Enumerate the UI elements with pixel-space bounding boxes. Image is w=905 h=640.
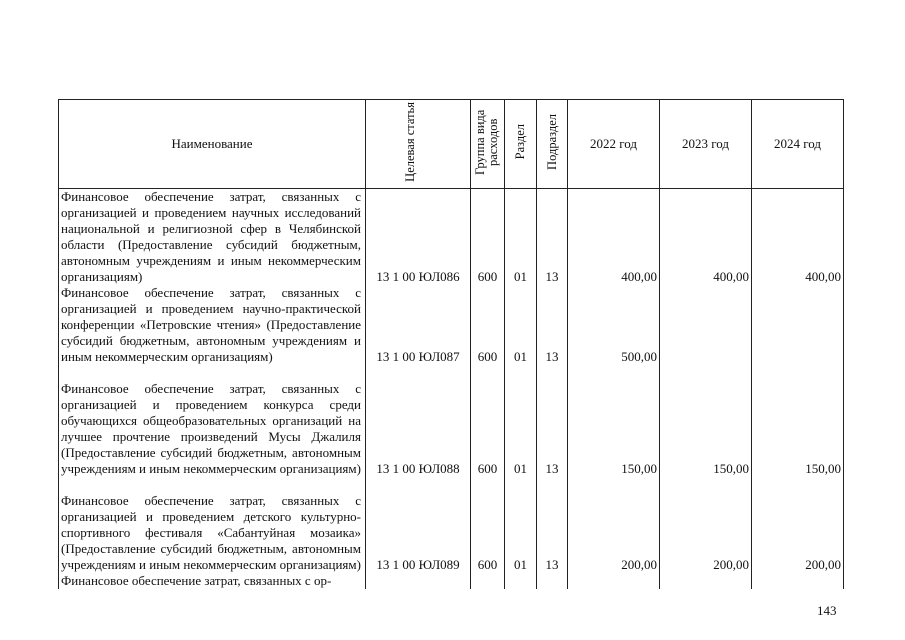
budget-table bbox=[58, 99, 844, 589]
row-value-2023 bbox=[660, 573, 752, 589]
row-section: 01 bbox=[505, 365, 537, 477]
row-group: 600 bbox=[471, 189, 505, 286]
row-target-code: 13 1 00 ЮЛ086 bbox=[366, 189, 471, 286]
table-header-row bbox=[59, 100, 844, 189]
row-name: Финансовое обеспечение затрат, связанных с организацией и проведением научных исследований национальной и религиозной сфер в Челябинской области (Предоставление субсидий бюджетным, автономным учреждениям и иным некоммерческим организациям) bbox=[59, 189, 366, 286]
header-year-2023: 2023 год bbox=[660, 100, 752, 189]
row-target-code: 13 1 00 ЮЛ088 bbox=[366, 365, 471, 477]
row-subsection bbox=[537, 573, 568, 589]
row-group: 600 bbox=[471, 477, 505, 573]
budget-table-container bbox=[58, 99, 843, 589]
row-subsection: 13 bbox=[537, 189, 568, 286]
header-year-2024: 2024 год bbox=[752, 100, 844, 189]
table-row bbox=[59, 285, 844, 365]
row-subsection: 13 bbox=[537, 477, 568, 573]
header-year-2022: 2022 год bbox=[568, 100, 660, 189]
row-value-2024 bbox=[752, 285, 844, 365]
row-section bbox=[505, 573, 537, 589]
table-row bbox=[59, 189, 844, 286]
row-subsection: 13 bbox=[537, 365, 568, 477]
row-section: 01 bbox=[505, 189, 537, 286]
table-row bbox=[59, 573, 844, 589]
row-value-2024: 200,00 bbox=[752, 477, 844, 573]
row-value-2023: 200,00 bbox=[660, 477, 752, 573]
header-target-article bbox=[366, 100, 471, 189]
row-value-2022 bbox=[568, 573, 660, 589]
row-value-2024 bbox=[752, 573, 844, 589]
header-expense-group bbox=[471, 100, 505, 189]
row-name: Финансовое обеспечение затрат, связанных с ор- bbox=[59, 573, 366, 589]
row-name: Финансовое обеспечение затрат, связанных с организацией и проведением конкурса среди обучающихся общеобразовательных организаций на лучшее прочтение произведений Мусы Джалиля (Предоставление субсидий бюджетным, автономным учреждениям и иным некоммерческим организациям) bbox=[59, 365, 366, 477]
row-group bbox=[471, 573, 505, 589]
header-name: Наименование bbox=[59, 100, 366, 189]
row-group: 600 bbox=[471, 365, 505, 477]
header-subsection-text: Подраздел bbox=[544, 114, 559, 170]
row-target-code: 13 1 00 ЮЛ087 bbox=[366, 285, 471, 365]
table-row bbox=[59, 365, 844, 477]
page-number: 143 bbox=[817, 603, 837, 618]
header-section bbox=[505, 100, 537, 189]
row-value-2024: 150,00 bbox=[752, 365, 844, 477]
header-subsection bbox=[537, 100, 568, 189]
row-section: 01 bbox=[505, 477, 537, 573]
header-section-text: Раздел bbox=[513, 124, 527, 160]
row-section: 01 bbox=[505, 285, 537, 365]
row-group: 600 bbox=[471, 285, 505, 365]
row-value-2024: 400,00 bbox=[752, 189, 844, 286]
row-value-2022: 400,00 bbox=[568, 189, 660, 286]
row-name: Финансовое обеспечение затрат, связанных с организацией и проведением научно-практической конференции «Петровские чтения» (Предоставление субсидий бюджетным, автономным учреждениям и иным некоммерческим организациям) bbox=[59, 285, 366, 365]
row-value-2023: 150,00 bbox=[660, 365, 752, 477]
row-name: Финансовое обеспечение затрат, связанных с организацией и проведением детского культурно-спортивного фестиваля «Сабантуйная мозаика» (Предоставление субсидий бюджетным, автономным учреждениям и иным некоммерческим организациям) bbox=[59, 477, 366, 573]
row-target-code: 13 1 00 ЮЛ089 bbox=[366, 477, 471, 573]
header-target-article-text: Целевая статья bbox=[403, 102, 417, 182]
row-target-code bbox=[366, 573, 471, 589]
row-subsection: 13 bbox=[537, 285, 568, 365]
row-value-2023 bbox=[660, 285, 752, 365]
header-expense-group-text: Группа вида расходов bbox=[472, 109, 500, 175]
row-value-2022: 500,00 bbox=[568, 285, 660, 365]
table-row bbox=[59, 477, 844, 573]
row-value-2022: 200,00 bbox=[568, 477, 660, 573]
row-value-2023: 400,00 bbox=[660, 189, 752, 286]
row-value-2022: 150,00 bbox=[568, 365, 660, 477]
